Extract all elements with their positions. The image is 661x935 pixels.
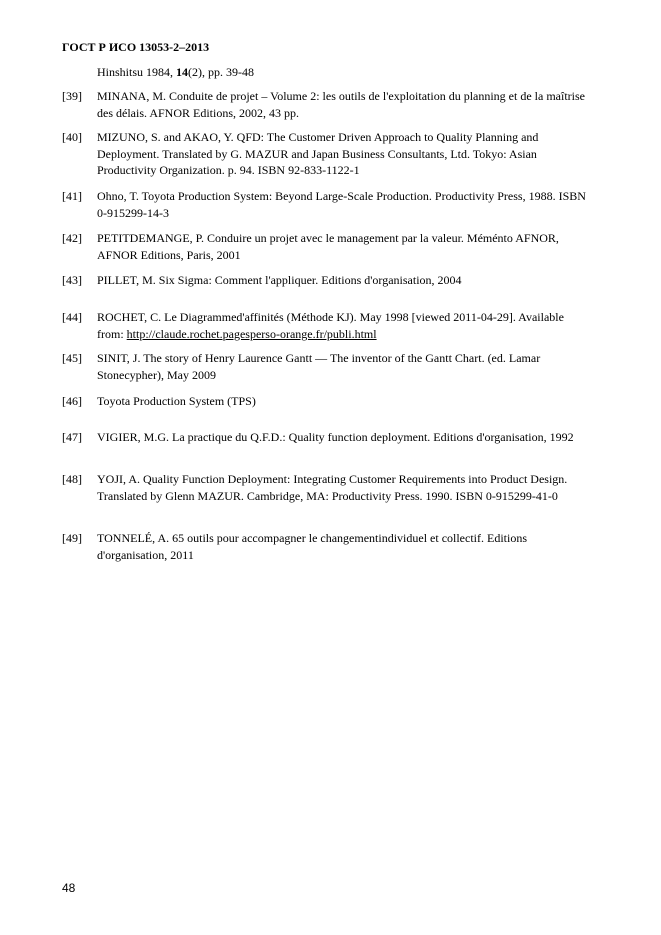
reference-continuation	[97, 64, 254, 80]
reference-text: Ohno, T. Toyota Production System: Beyond Large-Scale Production. Productivity Press, 1988. ISBN 0-915299-14-3	[97, 189, 586, 220]
reference-number: [46]	[62, 394, 82, 408]
reference-number: [45]	[62, 351, 82, 365]
reference-number: [43]	[62, 273, 82, 287]
reference-number: [39]	[62, 89, 82, 103]
reference-text: TONNELÉ, A. 65 outils pour accompagner le changementindividuel et collectif. Editions d'organisation, 2011	[97, 531, 528, 562]
reference-text	[97, 309, 592, 342]
reference-number: [42]	[62, 231, 82, 245]
reference-link[interactable]: http://claude.rochet.pagesperso-orange.fr/publi.html	[126, 326, 377, 341]
continuation-volume: 14	[176, 65, 189, 79]
reference-number: [41]	[62, 189, 82, 203]
reference-number: [44]	[62, 310, 82, 324]
reference-item	[62, 188, 592, 221]
continuation-suffix: (2), pp. 39-48	[188, 65, 255, 79]
reference-text-body: ROCHET, C. Le Diagrammed'affinités (Méthode KJ). May 1998 [viewed 2011-04-29]. Available from:	[97, 310, 564, 341]
reference-item	[62, 350, 592, 383]
reference-item	[62, 88, 592, 121]
reference-item	[62, 429, 592, 446]
reference-item	[62, 471, 592, 504]
reference-text: PETITDEMANGE, P. Conduire un projet avec le management par la valeur. Méménto AFNOR, AFNOR Editions, Paris, 2001	[97, 231, 559, 262]
reference-text: VIGIER, M.G. La practique du Q.F.D.: Quality function deployment. Editions d'organisation, 1992	[97, 430, 574, 444]
reference-item	[62, 309, 592, 342]
reference-item	[62, 530, 592, 563]
document-header: ГОСТ Р ИСО 13053-2–2013	[62, 40, 210, 54]
reference-text: YOJI, A. Quality Function Deployment: Integrating Customer Requirements into Product Design. Translated by Glenn MAZUR. Cambridge, MA: Productivity Press. 1990. ISBN 0-915299-41-0	[97, 472, 568, 503]
reference-text: MINANA, M. Conduite de projet – Volume 2: les outils de l'exploitation du planning et de la maîtrise des délais. AFNOR Editions, 2002, 43 pp.	[97, 89, 585, 120]
reference-number: [40]	[62, 130, 82, 144]
reference-text: Toyota Production System (TPS)	[97, 394, 256, 408]
reference-number: [49]	[62, 531, 82, 545]
reference-text: PILLET, M. Six Sigma: Comment l'appliquer. Editions d'organisation, 2004	[97, 273, 462, 287]
reference-number: [47]	[62, 430, 82, 444]
reference-item	[62, 393, 592, 410]
reference-text: MIZUNO, S. and AKAO, Y. QFD: The Customer Driven Approach to Quality Planning and Deployment. Translated by G. MAZUR and Japan Business Consultants, Ltd. Tokyo: Asian Productivity Organization. p. 94. ISBN 92-833-1122-1	[97, 130, 539, 177]
reference-item	[62, 272, 592, 289]
reference-number: [48]	[62, 472, 82, 486]
reference-text: SINIT, J. The story of Henry Laurence Gantt — The inventor of the Gantt Chart. (ed. Lamar Stonecypher), May 2009	[97, 351, 541, 382]
continuation-prefix: Hinshitsu 1984,	[97, 65, 177, 79]
reference-item	[62, 230, 592, 263]
page-number: 48	[62, 881, 76, 895]
reference-item	[62, 129, 592, 179]
